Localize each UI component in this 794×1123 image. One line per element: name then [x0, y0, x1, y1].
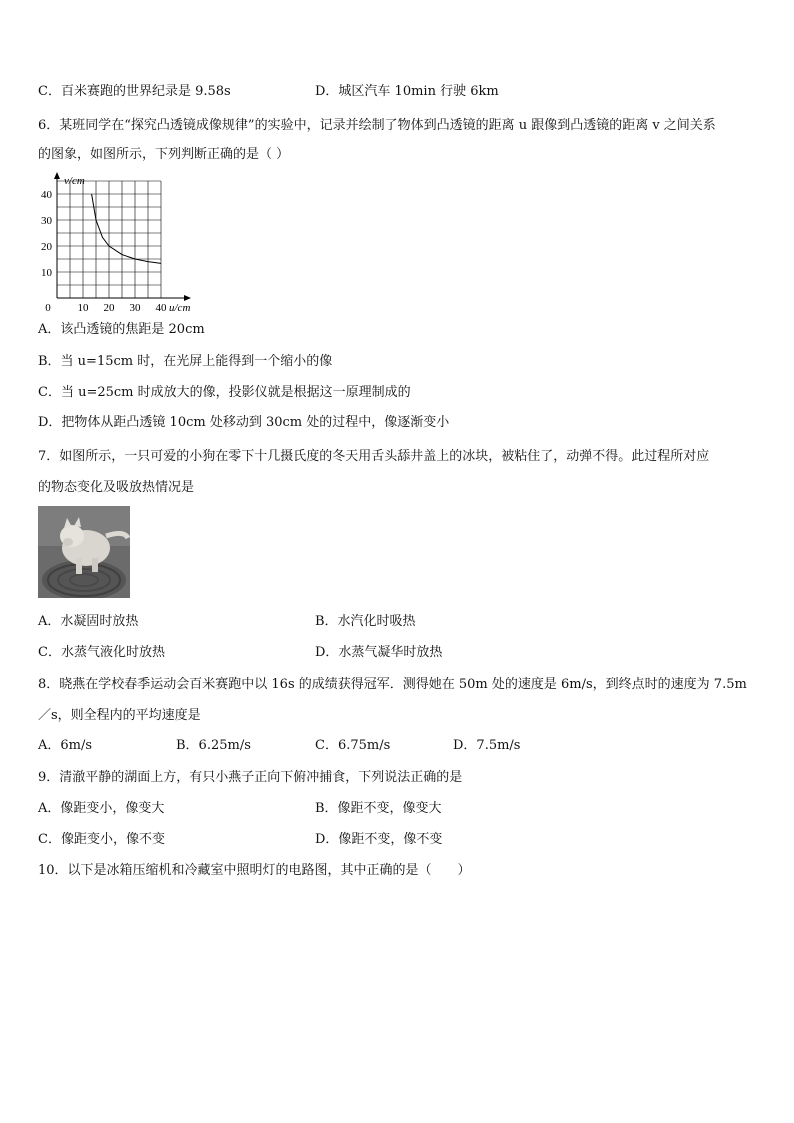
q6-option-c: C．当 u=25cm 时成放大的像，投影仪就是根据这一原理制成的	[38, 385, 411, 400]
q9-option-b: B．像距不变，像变大	[315, 801, 442, 816]
q7-stem-line1: 7．如图所示，一只可爱的小狗在零下十几摄氏度的冬天用舌头舔井盖上的冰块，被粘住了，动弹不得。此过程所对应	[38, 449, 710, 464]
x-tick-label: 0	[45, 302, 51, 314]
q7-option-a: A．水凝固时放热	[38, 614, 139, 629]
x-tick-label: 10	[77, 302, 89, 314]
q8-option-a: A．6m/s	[38, 738, 93, 753]
q6-option-d: D．把物体从距凸透镜 10cm 处移动到 30cm 处的过程中，像逐渐变小	[38, 415, 450, 430]
q6-stem-line2: 的图象，如图所示，下列判断正确的是（ ）	[38, 147, 290, 162]
q5-option-d: D．城区汽车 10min 行驶 6km	[315, 84, 499, 99]
q8-stem-line2: ／s，则全程内的平均速度是	[38, 708, 201, 723]
y-tick-label: 10	[41, 267, 52, 279]
q8-option-b: B．6.25m/s	[176, 738, 251, 753]
x-tick-labels	[45, 302, 167, 314]
uv-curve	[92, 194, 161, 263]
q6-option-b: B．当 u=15cm 时，在光屏上能得到一个缩小的像	[38, 354, 333, 369]
y-axis-label: v/cm	[64, 175, 85, 187]
x-tick-label: 40	[155, 302, 167, 314]
q9-stem: 9．清澈平静的湖面上方，有只小燕子正向下俯冲捕食，下列说法正确的是	[38, 770, 463, 785]
lens-uv-graph	[36, 170, 206, 318]
q6-stem-line1: 6．某班同学在“探究凸透镜成像规律”的实验中，记录并绘制了物体到凸透镜的距离 u 跟像到凸透镜的距离 v 之间关系	[38, 118, 716, 133]
x-tick-label: 20	[103, 302, 115, 314]
q7-option-d: D．水蒸气凝华时放热	[315, 645, 443, 660]
q8-stem-line1: 8．晓燕在学校春季运动会百米赛跑中以 16s 的成绩获得冠军．测得她在 50m 处的速度是 6m/s，到终点时的速度为 7.5m	[38, 677, 747, 692]
q7-stem-line2: 的物态变化及吸放热情况是	[38, 480, 195, 495]
y-tick-label: 30	[41, 215, 52, 227]
q9-option-d: D．像距不变，像不变	[315, 832, 443, 847]
y-tick-labels	[41, 189, 53, 279]
q5-option-c: C．百米赛跑的世界纪录是 9.58s	[38, 84, 231, 99]
y-tick-label: 40	[41, 189, 52, 201]
q10-stem: 10．以下是冰箱压缩机和冷藏室中照明灯的电路图，其中正确的是（ ）	[38, 863, 471, 878]
q9-option-c: C．像距变小，像不变	[38, 832, 165, 847]
q7-option-b: B．水汽化时吸热	[315, 614, 416, 629]
y-tick-label: 20	[41, 241, 52, 253]
q9-option-a: A．像距变小，像变大	[38, 801, 165, 816]
graph-axes	[54, 172, 191, 301]
dog-on-manhole-photo	[38, 506, 130, 598]
q8-option-c: C．6.75m/s	[315, 738, 391, 753]
graph-grid	[57, 181, 161, 298]
x-tick-label: 30	[129, 302, 141, 314]
q7-option-c: C．水蒸气液化时放热	[38, 645, 165, 660]
q8-option-d: D．7.5m/s	[453, 738, 521, 753]
x-axis-label: u/cm	[169, 302, 191, 314]
q6-option-a: A．该凸透镜的焦距是 20cm	[38, 322, 205, 337]
